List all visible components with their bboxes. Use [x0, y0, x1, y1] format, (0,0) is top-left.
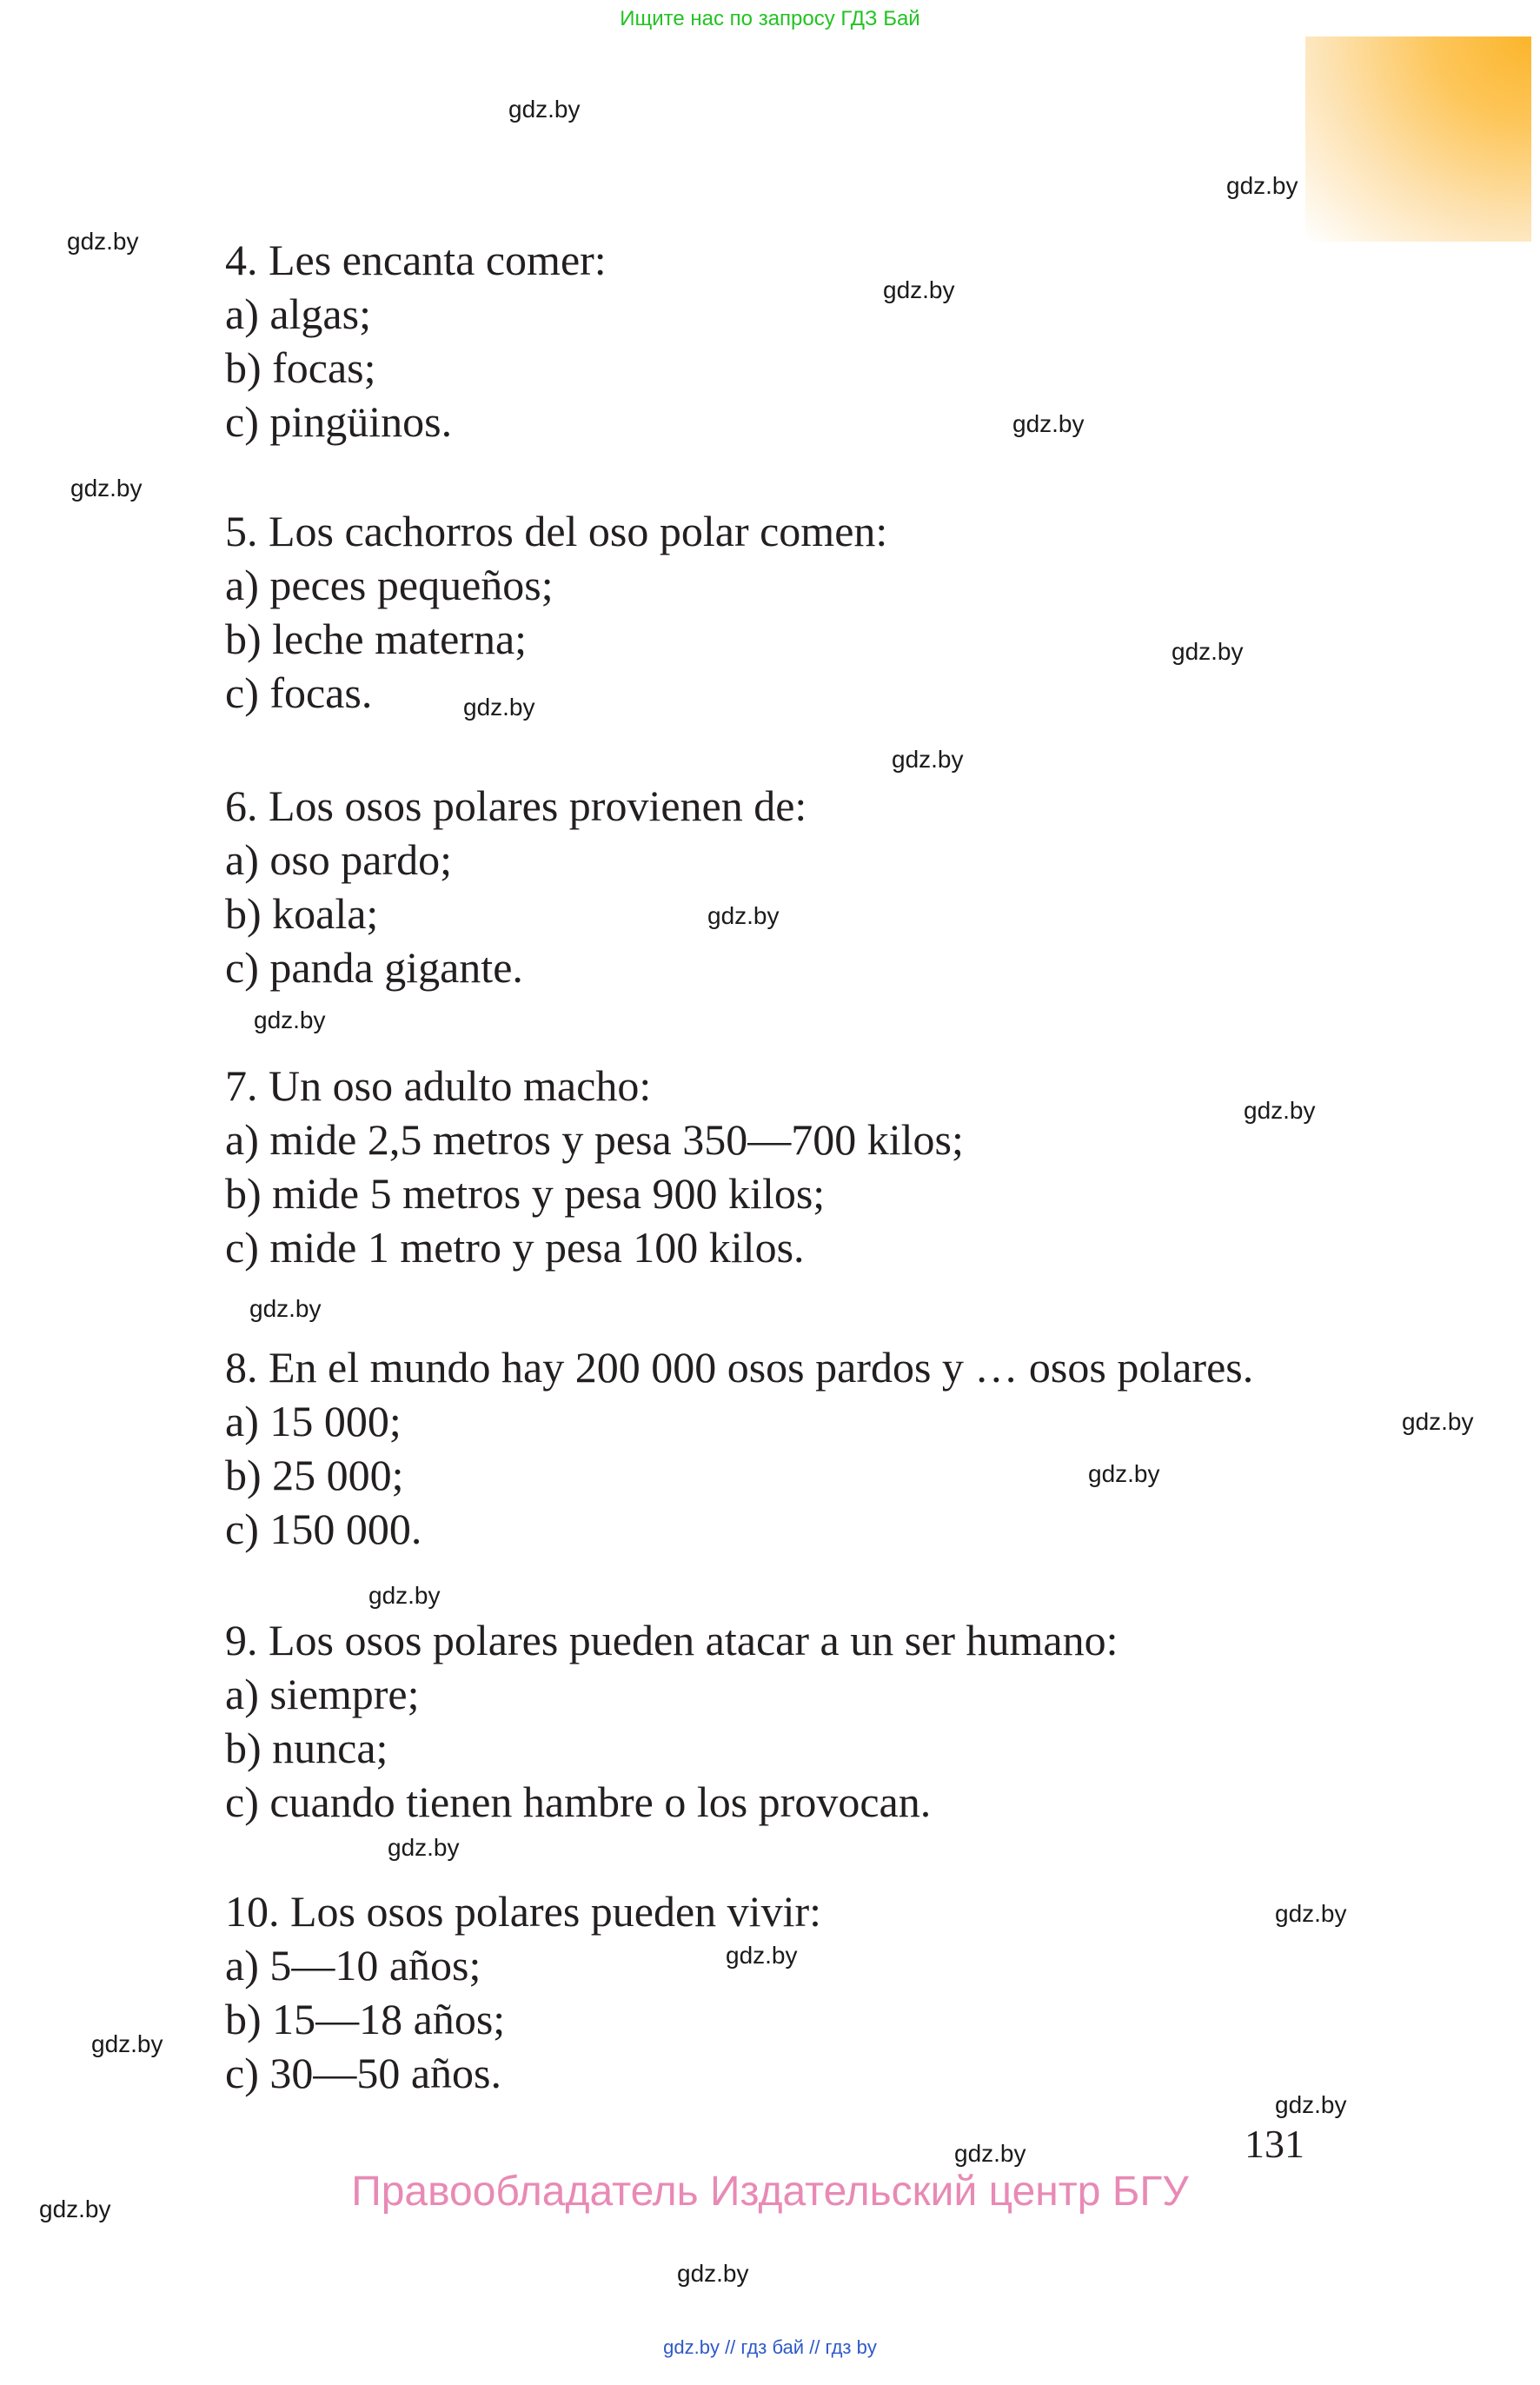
option-c: c) 30—50 años.	[225, 2049, 501, 2097]
option-c: c) panda gigante.	[225, 943, 523, 992]
watermark: gdz.by	[726, 1942, 798, 1969]
option-a: a) peces pequeños;	[225, 561, 554, 609]
question-7	[225, 1059, 1424, 1274]
watermark: gdz.by	[508, 96, 581, 123]
option-a: a) 5—10 años;	[225, 1941, 481, 1990]
watermark: gdz.by	[70, 475, 143, 502]
option-c: c) pingüinos.	[225, 397, 453, 446]
corner-gradient-decoration	[1305, 37, 1531, 242]
watermark: gdz.by	[1172, 638, 1244, 665]
watermark: gdz.by	[883, 276, 955, 303]
option-a: a) 15 000;	[225, 1397, 402, 1445]
watermark: gdz.by	[677, 2260, 749, 2287]
option-c: c) 150 000.	[225, 1505, 422, 1553]
watermark: gdz.by	[1088, 1460, 1160, 1487]
option-b: b) mide 5 metros y pesa 900 kilos;	[225, 1169, 826, 1218]
question-stem: 5. Los cachorros del oso polar comen:	[225, 507, 888, 555]
watermark: gdz.by	[954, 2140, 1026, 2167]
question-8	[225, 1340, 1424, 1556]
watermark: gdz.by	[1226, 172, 1298, 199]
option-b: b) nunca;	[225, 1724, 388, 1772]
watermark: gdz.by	[254, 1006, 326, 1033]
question-stem: 7. Un oso adulto macho:	[225, 1061, 652, 1110]
option-b: b) focas;	[225, 343, 376, 392]
footer-links[interactable]: gdz.by // гдз бай // гдз by	[663, 2336, 877, 2358]
watermark: gdz.by	[1275, 2091, 1347, 2118]
watermark: gdz.by	[1275, 1900, 1347, 1927]
copyright-notice: Правообладатель Издательский центр БГУ	[351, 2169, 1189, 2215]
watermark: gdz.by	[368, 1582, 441, 1609]
option-b: b) 15—18 años;	[225, 1995, 506, 2043]
watermark: gdz.by	[39, 2196, 111, 2222]
question-stem: 8. En el mundo hay 200 000 osos pardos y … osos polares.	[225, 1343, 1254, 1392]
question-10	[225, 1884, 1424, 2100]
option-c: c) focas.	[225, 668, 373, 717]
question-stem: 9. Los osos polares pueden atacar a un ser humano:	[225, 1616, 1118, 1664]
question-6	[225, 779, 1424, 994]
option-b: b) koala;	[225, 889, 379, 938]
question-stem: 6. Los osos polares provienen de:	[225, 781, 807, 830]
page-number: 131	[1245, 2122, 1304, 2166]
watermark: gdz.by	[892, 746, 964, 773]
question-stem: 4. Les encanta comer:	[225, 236, 607, 284]
option-c: c) mide 1 metro y pesa 100 kilos.	[225, 1223, 805, 1272]
watermark: gdz.by	[388, 1834, 460, 1861]
question-9	[225, 1613, 1424, 1829]
top-banner: Ищите нас по запросу ГДЗ Бай	[620, 7, 920, 30]
watermark: gdz.by	[1012, 410, 1085, 437]
option-b: b) 25 000;	[225, 1451, 404, 1499]
option-c: c) cuando tienen hambre o los provocan.	[225, 1777, 932, 1826]
option-a: a) siempre;	[225, 1670, 420, 1718]
watermark: gdz.by	[1244, 1097, 1316, 1124]
question-4	[225, 233, 1424, 448]
watermark: gdz.by	[249, 1295, 322, 1322]
question-stem: 10. Los osos polares pueden vivir:	[225, 1887, 822, 1936]
watermark: gdz.by	[91, 2030, 163, 2057]
option-a: a) mide 2,5 metros y pesa 350—700 kilos;	[225, 1115, 964, 1164]
option-a: a) algas;	[225, 289, 371, 338]
watermark: gdz.by	[707, 902, 780, 929]
option-a: a) oso pardo;	[225, 835, 453, 884]
option-b: b) leche materna;	[225, 615, 528, 663]
watermark: gdz.by	[463, 694, 535, 721]
question-5	[225, 504, 1424, 720]
watermark: gdz.by	[67, 228, 139, 255]
watermark: gdz.by	[1402, 1408, 1474, 1435]
